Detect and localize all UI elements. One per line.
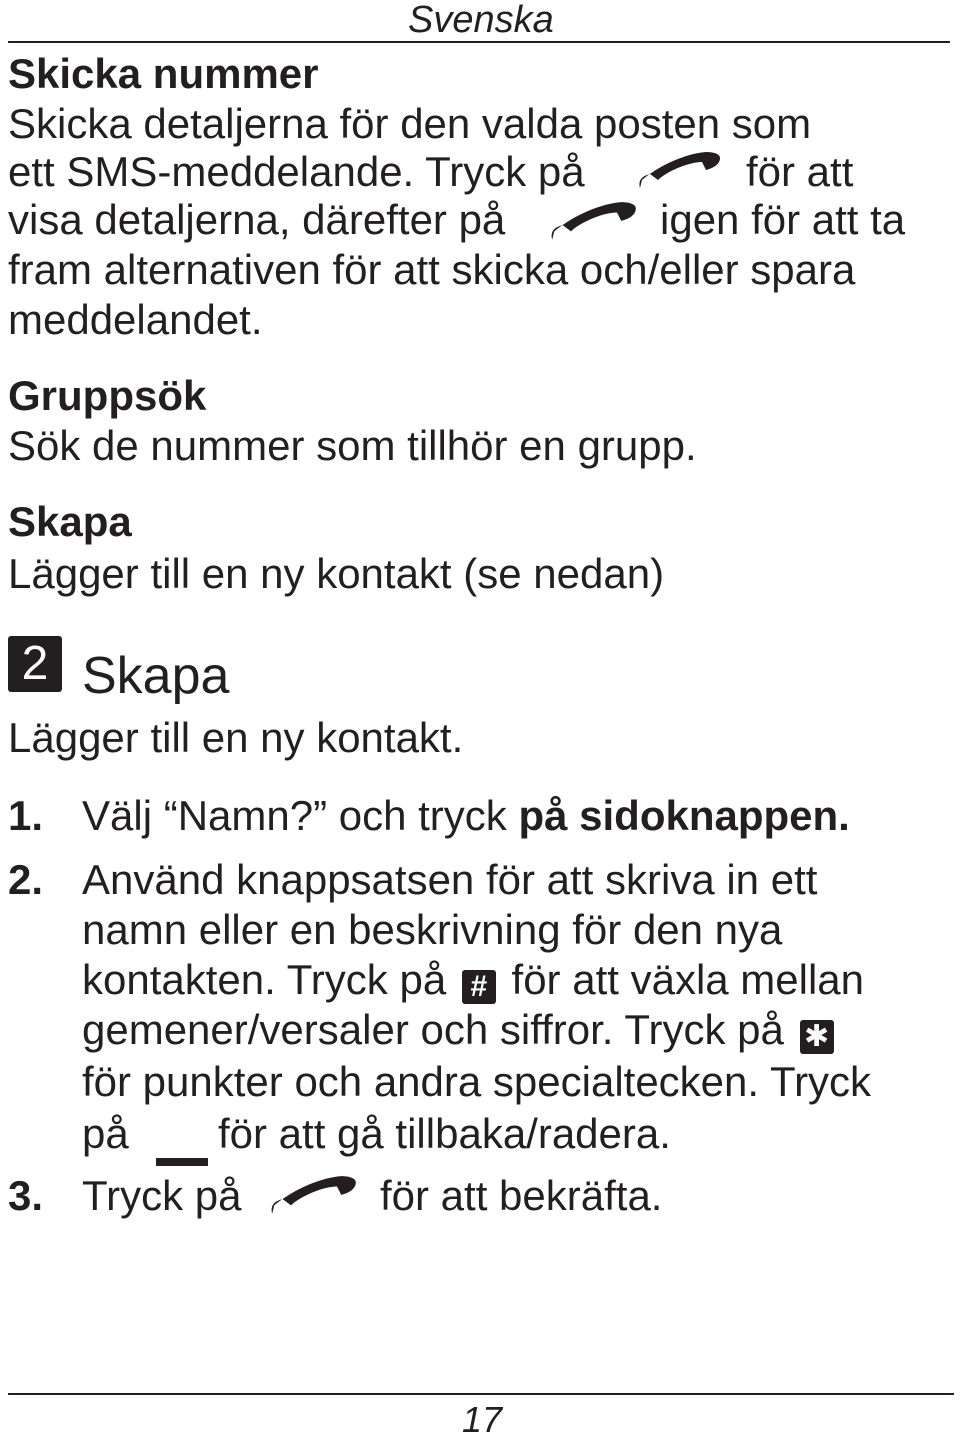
hash-key-icon: #	[462, 970, 496, 1004]
step-number: 3.	[8, 1172, 44, 1219]
step-1-text-a: Välj “Namn?” och tryck	[82, 792, 519, 839]
header-language: Svenska	[408, 0, 554, 41]
step-3-text-b: för att bekräfta.	[380, 1172, 663, 1219]
skicka-nummer-line1: Skicka detaljerna för den valda posten som	[8, 100, 812, 147]
gruppsok-text: Sök de nummer som tillhör en grupp.	[8, 422, 697, 469]
phone-handset-icon	[268, 1174, 360, 1220]
step-2-line3	[82, 956, 864, 1004]
star-key-icon: ✱	[800, 1020, 834, 1054]
skicka-nummer-line3-a: visa detaljerna, därefter på	[8, 196, 506, 243]
section-intro: Lägger till en ny kontakt.	[8, 714, 464, 761]
section-title: Skapa	[82, 647, 230, 705]
skicka-nummer-line2-b: för att	[746, 148, 854, 195]
step-2-line4-a: gemener/versaler och siffror. Tryck på	[82, 1006, 784, 1053]
step-3-text-a: Tryck på	[82, 1172, 242, 1219]
step-number: 1.	[8, 792, 44, 839]
footer-rule	[8, 1393, 954, 1395]
skicka-nummer-line4: fram alternativen för att skicka och/eller spara	[8, 246, 856, 293]
skicka-nummer-title: Skicka nummer	[8, 50, 319, 97]
header-rule	[8, 41, 950, 43]
step-2-line1: Använd knappsatsen för att skriva in ett	[82, 856, 818, 903]
step-1-text-b: på sidoknappen.	[518, 792, 850, 839]
step-1-text	[82, 792, 850, 840]
step-number: 2.	[8, 856, 44, 903]
step-2-line4	[82, 1006, 838, 1054]
section-number-badge: 2	[8, 636, 62, 692]
step-2-line5: för punkter och andra specialtecken. Tryck	[82, 1058, 872, 1105]
page-number: 17	[462, 1399, 503, 1440]
skicka-nummer-line5: meddelandet.	[8, 296, 263, 343]
skicka-nummer-line2-a: ett SMS-meddelande. Tryck på	[8, 148, 585, 195]
step-2-line6-b: för att gå tillbaka/radera.	[218, 1110, 671, 1157]
skicka-nummer-line3-b: igen för att ta	[660, 196, 906, 243]
step-2-line2: namn eller en beskrivning för den nya	[82, 906, 783, 953]
skapa-title: Skapa	[8, 498, 132, 545]
clear-key-icon	[156, 1158, 208, 1166]
skapa-text: Lägger till en ny kontakt (se nedan)	[8, 550, 665, 597]
step-2-line3-a: kontakten. Tryck på	[82, 956, 447, 1003]
phone-handset-icon	[548, 200, 640, 246]
phone-handset-icon	[636, 150, 724, 194]
gruppsok-title: Gruppsök	[8, 372, 207, 419]
step-2-line6-a: på	[82, 1110, 129, 1157]
step-2-line3-b: för att växla mellan	[511, 956, 865, 1003]
